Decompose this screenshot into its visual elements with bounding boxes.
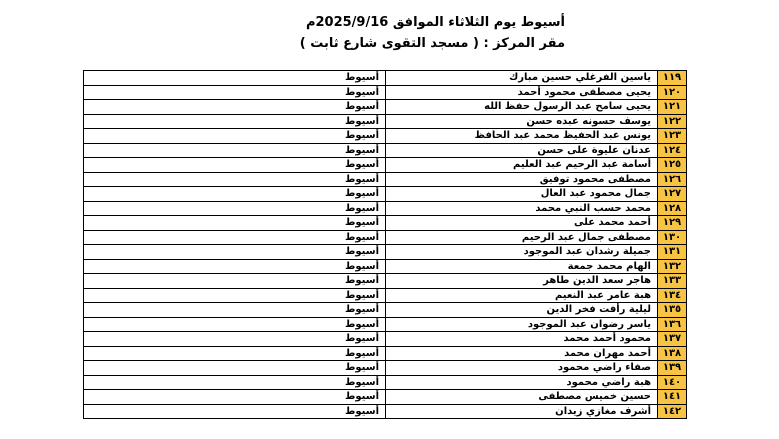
person-name: جمال محمود عبد العال: [386, 187, 658, 202]
city-name: أسيوط: [84, 129, 386, 144]
person-name: يحيى سامح عبد الرسول حفظ الله: [386, 100, 658, 115]
row-number: ١٢٥: [658, 158, 687, 173]
table-row: [84, 404, 687, 419]
city-name: أسيوط: [84, 245, 386, 260]
table-row: [84, 390, 687, 405]
table-row: [84, 216, 687, 231]
person-name: ياسر رضوان عبد الموجود: [386, 317, 658, 332]
city-name: أسيوط: [84, 172, 386, 187]
city-name: أسيوط: [84, 332, 386, 347]
row-number: ١١٩: [658, 71, 687, 86]
city-name: أسيوط: [84, 346, 386, 361]
table-row: [84, 274, 687, 289]
city-name: أسيوط: [84, 85, 386, 100]
row-number: ١٤٢: [658, 404, 687, 419]
city-name: أسيوط: [84, 361, 386, 376]
city-name: أسيوط: [84, 259, 386, 274]
location-line: مقر المركز : ( مسجد التقوى شارع ثابت ): [299, 36, 565, 51]
city-name: أسيوط: [84, 303, 386, 318]
city-name: أسيوط: [84, 143, 386, 158]
person-name: صفاء راضي محمود: [386, 361, 658, 376]
table-row: [84, 114, 687, 129]
person-name: يحيى مصطفى محمود أحمد: [386, 85, 658, 100]
row-number: ١٣٤: [658, 288, 687, 303]
row-number: ١٤١: [658, 390, 687, 405]
person-name: يوسف حسونه عبده حسن: [386, 114, 658, 129]
row-number: ١٢٣: [658, 129, 687, 144]
city-name: أسيوط: [84, 375, 386, 390]
city-name: أسيوط: [84, 317, 386, 332]
table-row: [84, 361, 687, 376]
city-name: أسيوط: [84, 216, 386, 231]
city-name: أسيوط: [84, 158, 386, 173]
person-name: أحمد محمد على: [386, 216, 658, 231]
city-name: أسيوط: [84, 390, 386, 405]
person-name: أشرف مغازي زيدان: [386, 404, 658, 419]
person-name: محمود أحمد محمد: [386, 332, 658, 347]
date-line: أسيوط يوم الثلاثاء الموافق 2025/9/16م: [305, 15, 565, 30]
city-name: أسيوط: [84, 404, 386, 419]
table-row: [84, 71, 687, 86]
row-number: ١٣٣: [658, 274, 687, 289]
names-table: [83, 70, 687, 419]
table-row: [84, 332, 687, 347]
person-name: ياسين الفرغلي حسين مبارك: [386, 71, 658, 86]
person-name: هبة راضي محمود: [386, 375, 658, 390]
person-name: مصطفى محمود توفيق: [386, 172, 658, 187]
city-name: أسيوط: [84, 230, 386, 245]
person-name: أسامة عبد الرحيم عبد العليم: [386, 158, 658, 173]
table-row: [84, 245, 687, 260]
row-number: ١٢٧: [658, 187, 687, 202]
row-number: ١٣٩: [658, 361, 687, 376]
table-row: [84, 230, 687, 245]
row-number: ١٢٤: [658, 143, 687, 158]
table-row: [84, 143, 687, 158]
person-name: محمد حسب النبي محمد: [386, 201, 658, 216]
table-row: [84, 303, 687, 318]
person-name: جميلة رشدان عبد الموجود: [386, 245, 658, 260]
city-name: أسيوط: [84, 288, 386, 303]
person-name: ليلية رأفت فخر الدين: [386, 303, 658, 318]
row-number: ١٣٢: [658, 259, 687, 274]
row-number: ١٣٧: [658, 332, 687, 347]
person-name: عدنان عليوة على حسن: [386, 143, 658, 158]
table-row: [84, 317, 687, 332]
row-number: ١٢٦: [658, 172, 687, 187]
person-name: الهام محمد جمعة: [386, 259, 658, 274]
city-name: أسيوط: [84, 114, 386, 129]
city-name: أسيوط: [84, 274, 386, 289]
city-name: أسيوط: [84, 201, 386, 216]
person-name: هاجر سعد الدين طاهر: [386, 274, 658, 289]
person-name: حسين خميس مصطفى: [386, 390, 658, 405]
person-name: هبة عامر عبد النعيم: [386, 288, 658, 303]
table-row: [84, 288, 687, 303]
row-number: ١٣٥: [658, 303, 687, 318]
row-number: ١٢١: [658, 100, 687, 115]
row-number: ١٣١: [658, 245, 687, 260]
table-row: [84, 187, 687, 202]
table-row: [84, 346, 687, 361]
document-header: [235, 14, 565, 52]
city-name: أسيوط: [84, 187, 386, 202]
table-row: [84, 375, 687, 390]
person-name: مصطفى جمال عبد الرحيم: [386, 230, 658, 245]
table-row: [84, 100, 687, 115]
row-number: ١٢٨: [658, 201, 687, 216]
table-row: [84, 129, 687, 144]
row-number: ١٣٠: [658, 230, 687, 245]
row-number: ١٢٢: [658, 114, 687, 129]
table-row: [84, 259, 687, 274]
person-name: أحمد مهران محمد: [386, 346, 658, 361]
row-number: ١٣٦: [658, 317, 687, 332]
table-row: [84, 201, 687, 216]
city-name: أسيوط: [84, 71, 386, 86]
row-number: ١٤٠: [658, 375, 687, 390]
city-name: أسيوط: [84, 100, 386, 115]
row-number: ١٣٨: [658, 346, 687, 361]
row-number: ١٢٩: [658, 216, 687, 231]
table-row: [84, 172, 687, 187]
table-row: [84, 158, 687, 173]
row-number: ١٢٠: [658, 85, 687, 100]
person-name: يونس عبد الحفيظ محمد عبد الحافظ: [386, 129, 658, 144]
table-row: [84, 85, 687, 100]
